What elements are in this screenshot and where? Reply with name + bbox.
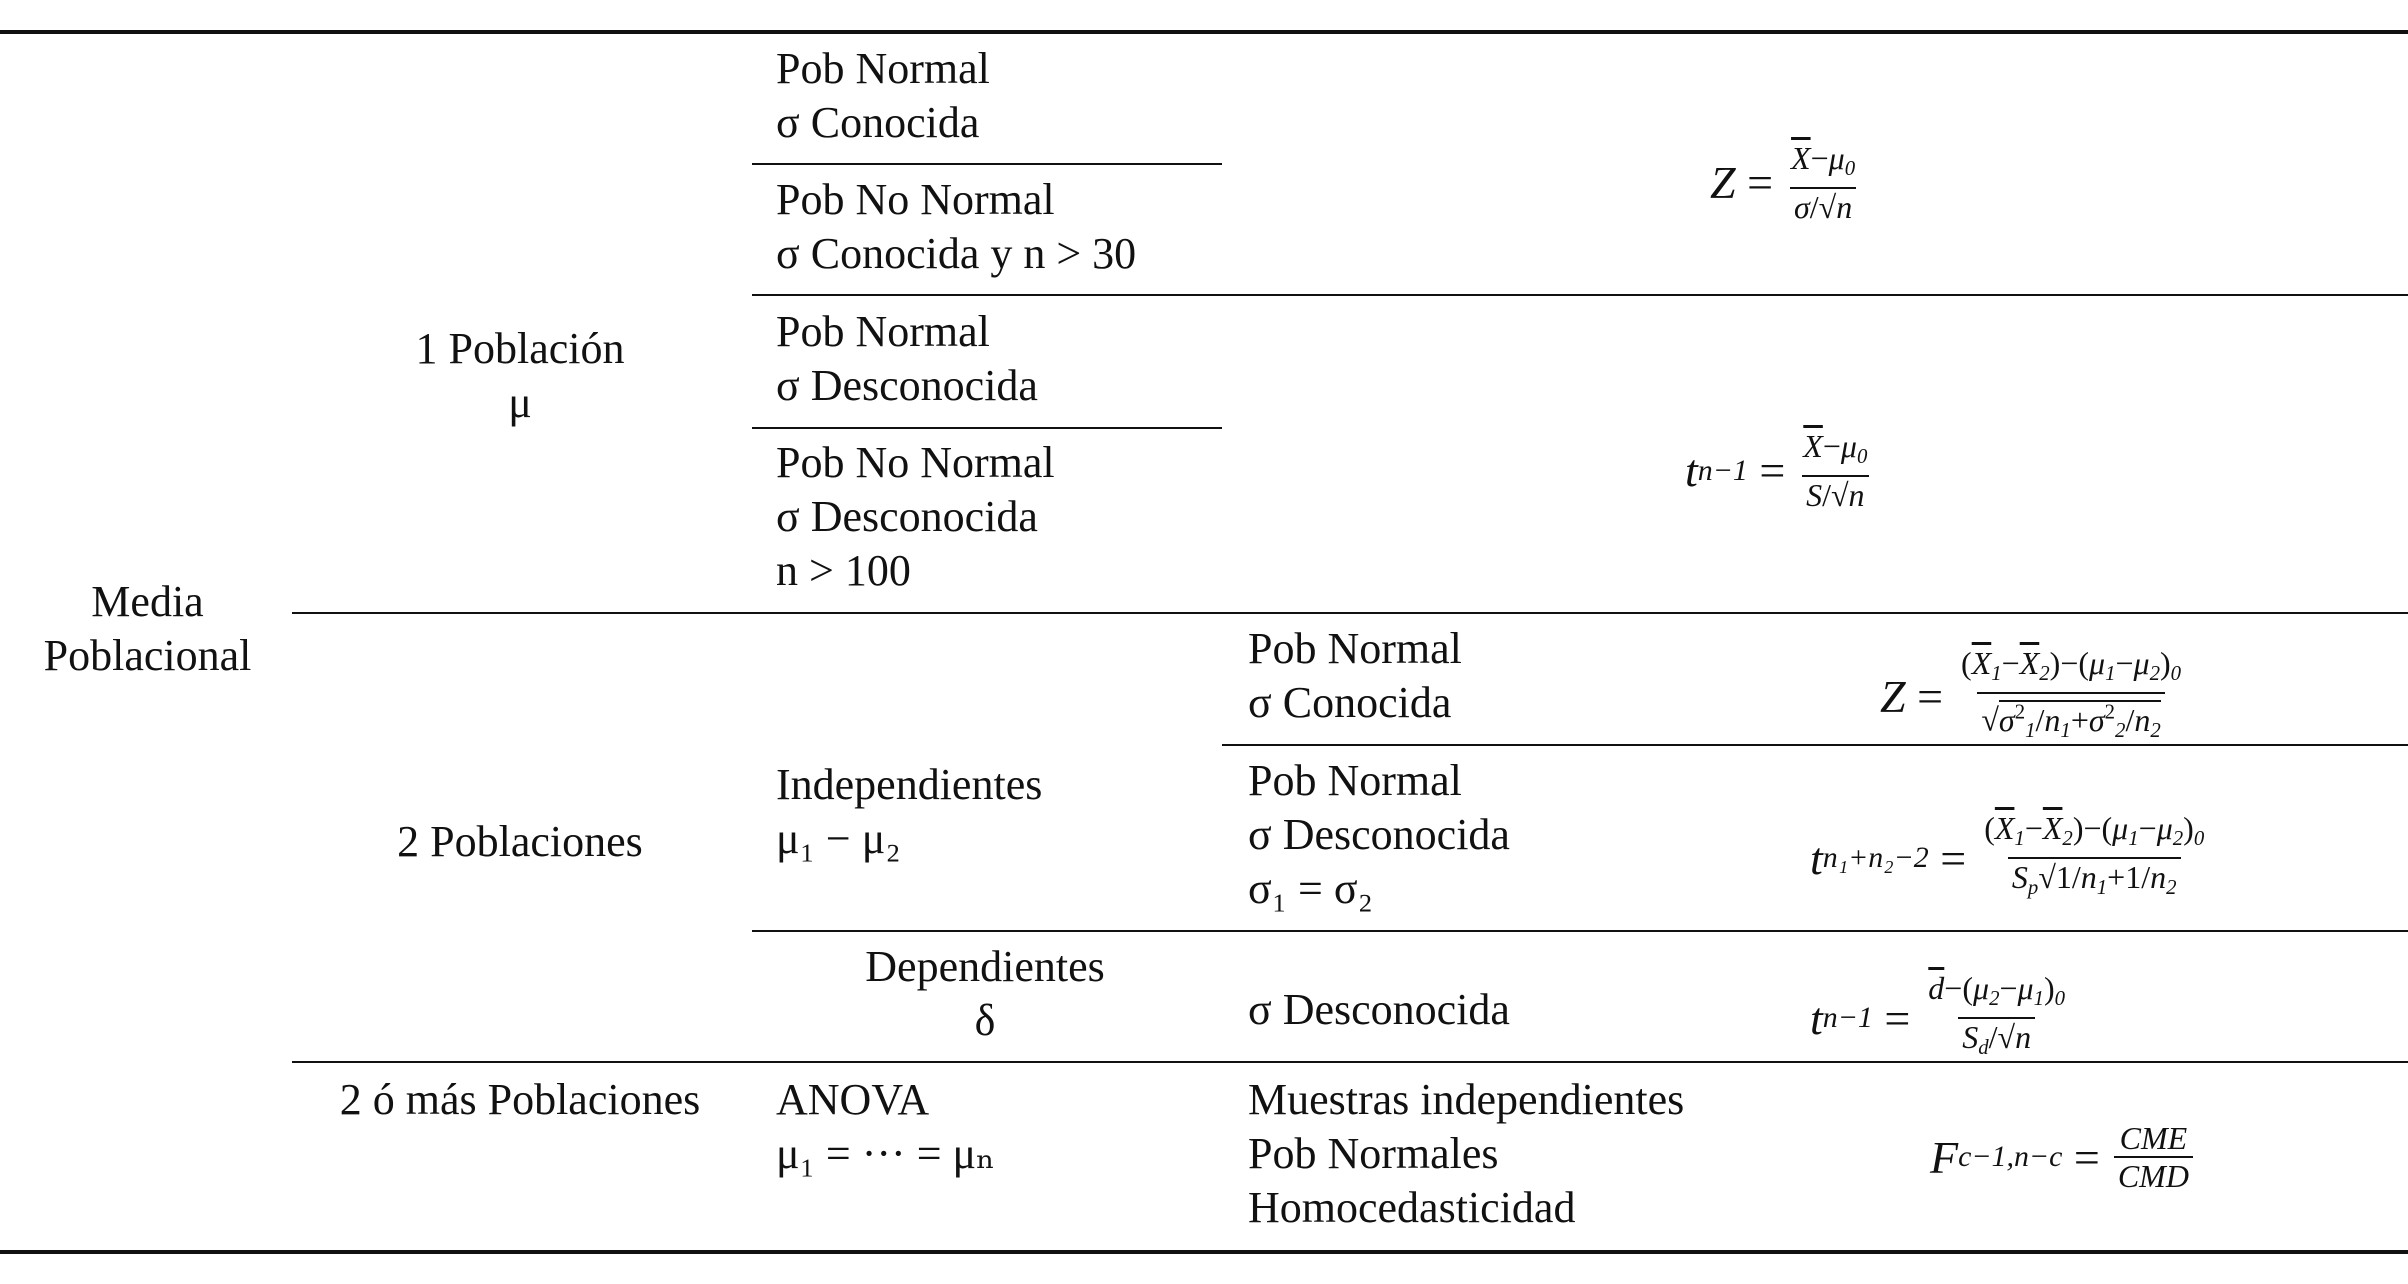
rule-1pop-2	[752, 294, 2408, 296]
group-2-label: 2 Poblaciones	[397, 817, 643, 866]
t-statistic: t n−1 = $\frac{\overline{X}-\mu_0}{S/√n}$	[1685, 428, 1868, 514]
independent-label: Independientes μ₁ − μ₂	[776, 760, 1043, 863]
condition-cell: Pob No Normal σ Desconocida n > 100	[776, 438, 1055, 595]
condition-cell: σ Desconocida	[1248, 985, 1510, 1034]
bottom-rule	[0, 1250, 2408, 1254]
rule-group-1	[292, 612, 2408, 614]
anova-label: ANOVA μ₁ = ··· = μₙ	[776, 1075, 996, 1178]
condition-cell: Pob Normal σ Conocida	[1248, 624, 1462, 727]
group-3-label: 2 ó más Poblaciones	[339, 1075, 701, 1124]
condition-cell: Pob Normal σ Desconocida	[776, 307, 1038, 410]
dependent-label: Dependientes δ	[865, 942, 1105, 1045]
rule-1pop-1	[752, 163, 1222, 165]
z-statistic: Z = $\frac{\overline{X}-\mu_0}{\sigma/√n}$	[1710, 140, 1856, 226]
category-label: Media Poblacional	[43, 577, 252, 680]
t-paired-statistic: t n−1 = $\frac{\overline{d}-(\mu_2-\mu_1)_0}{S_d/√n}$	[1810, 970, 2069, 1066]
condition-cell: Pob Normal σ Desconocida σ₁ = σ₂	[1248, 756, 1510, 913]
rule-group-2	[292, 1061, 2408, 1063]
condition-cell: Pob Normal σ Conocida	[776, 44, 990, 147]
t-pooled-statistic: t n₁+n₂−2 = $\frac{(\overline{X}_1-\overline{X}_2)-(\mu_1-\mu_2)_0}{S_p√1/n_1+1/n_2}$	[1810, 810, 2208, 906]
f-statistic: F c−1,n−c = $\frac{\text{CME}}{\text{CMD}}$	[1930, 1120, 2193, 1194]
rule-2pop-2	[752, 930, 2408, 932]
group-1-label: 1 Población μ	[415, 324, 625, 427]
condition-cell: Pob No Normal σ Conocida y n > 30	[776, 175, 1137, 278]
rule-1pop-3	[752, 427, 1222, 429]
rule-2pop-1	[1222, 744, 2408, 746]
anova-conditions: Muestras independientes Pob Normales Homocedasticidad	[1248, 1075, 1685, 1232]
top-rule	[0, 30, 2408, 34]
z-two-sample-statistic: Z = $\frac{(\overline{X}_1-\overline{X}_2)-(\mu_1-\mu_2)_0}{√\sigma^2_1/n_1+\sigma^2_2/n_2}$	[1880, 645, 2185, 749]
